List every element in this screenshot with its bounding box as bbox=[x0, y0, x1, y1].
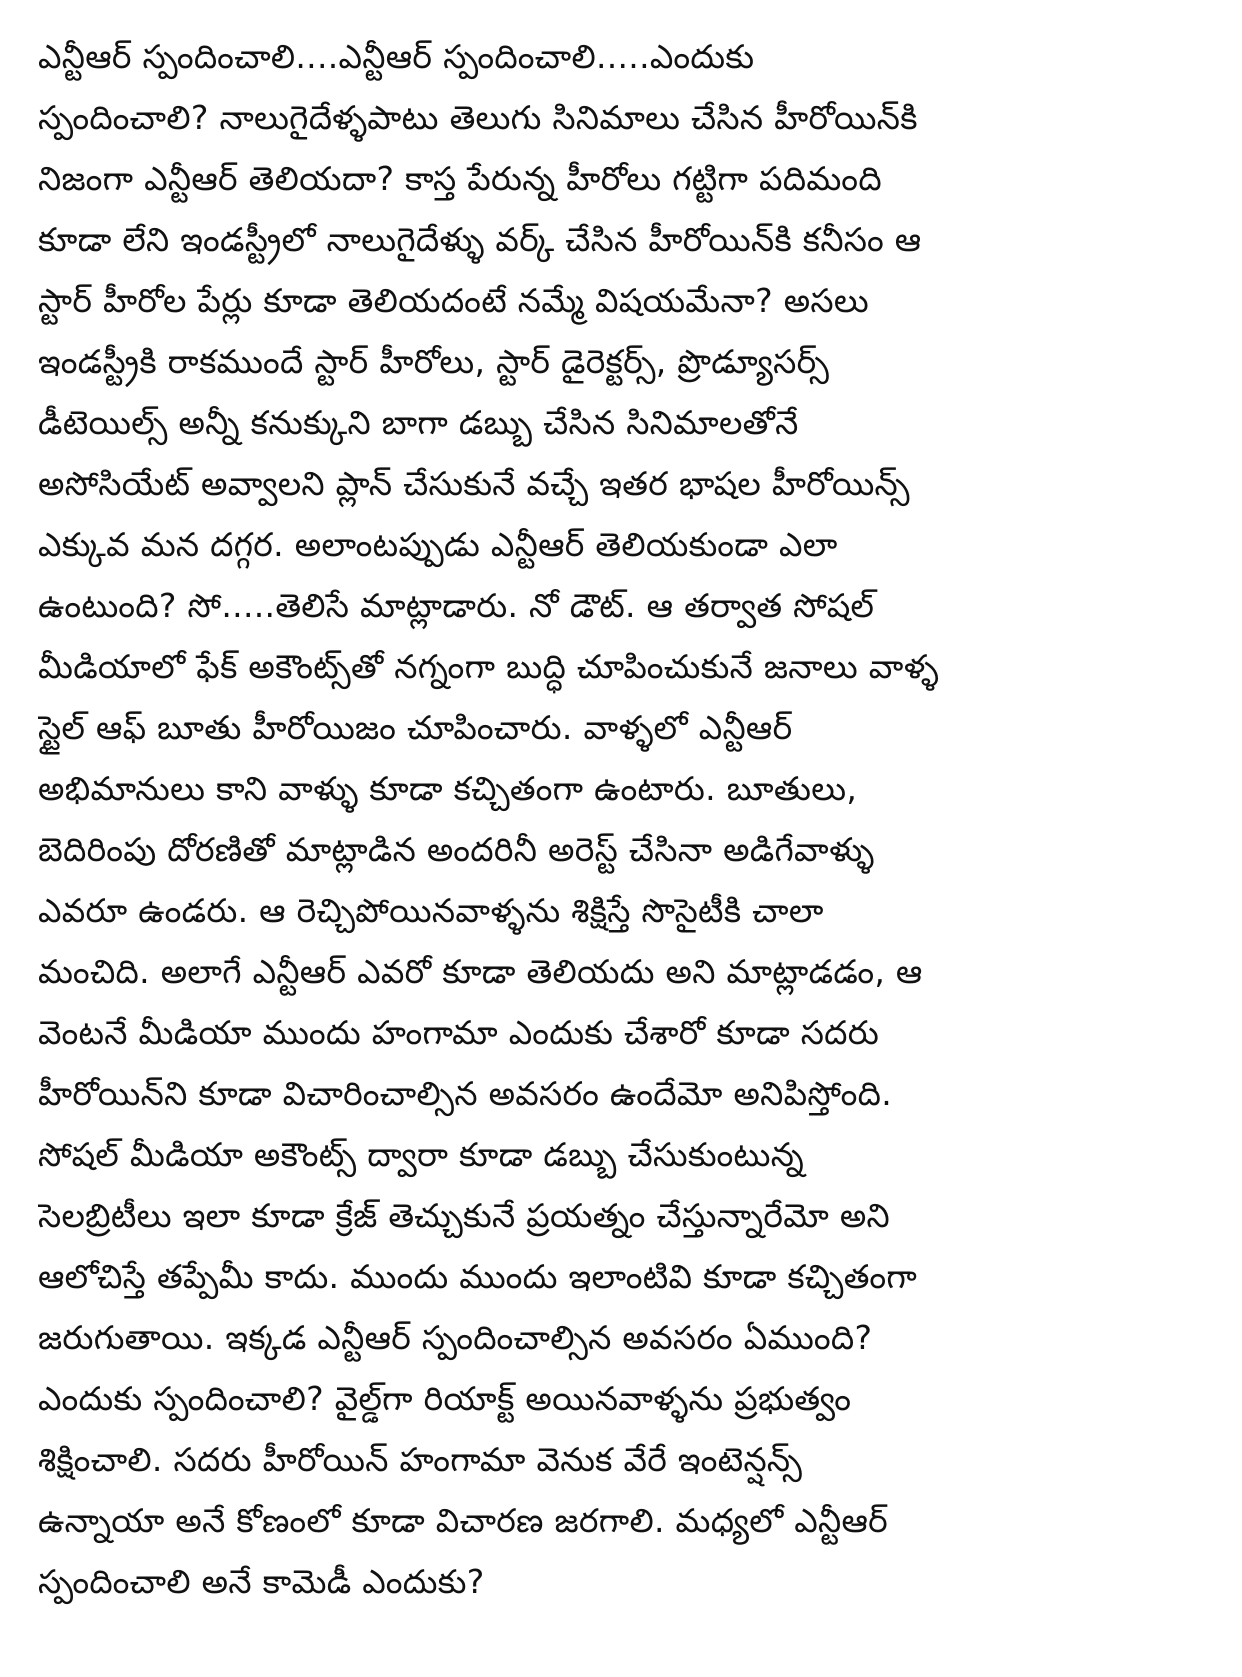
text-line-1: ఎన్టీఆర్ స్పందించాలి....ఎన్టీఆర్ స్పందించాలి.....ఎందుకు bbox=[38, 37, 755, 76]
text-line-8: అసోసియేట్ అవ్వాలని ప్లాన్ చేసుకునే వచ్చే ఇతర భాషల హీరోయిన్స్ bbox=[38, 464, 910, 503]
text-line-26: స్పందించాలి అనే కామెడీ ఎందుకు? bbox=[38, 1562, 485, 1601]
text-line-2: స్పందించాలి? నాలుగైదేళ్ళపాటు తెలుగు సినిమాలు చేసిన హీరోయిన్‌కి bbox=[38, 98, 918, 137]
article-text bbox=[38, 26, 1213, 1666]
text-line-11: మీడియాలో ఫేక్ అకౌంట్స్‌తో నగ్నంగా బుద్ధి చూపించుకునే జనాలు వాళ్ళ bbox=[38, 647, 939, 686]
text-line-4: కూడా లేని ఇండస్ట్రీలో నాలుగైదేళ్ళు వర్క్ చేసిన హీరోయిన్‌కి కనీసం ఆ bbox=[38, 220, 922, 259]
text-line-15: ఎవరూ ఉండరు. ఆ రెచ్చిపోయినవాళ్ళను శిక్షిస్తే సొసైటీకి చాలా bbox=[38, 891, 824, 930]
text-line-25: ఉన్నాయా అనే కోణంలో కూడా విచారణ జరగాలి. మధ్యలో ఎన్టీఆర్ bbox=[38, 1501, 889, 1540]
text-line-9: ఎక్కువ మన దగ్గర. అలాంటప్పుడు ఎన్టీఆర్ తెలియకుండా ఎలా bbox=[38, 525, 838, 564]
text-line-24: శిక్షించాలి. సదరు హీరోయిన్ హంగామా వెనుక వేరే ఇంటెన్షన్స్ bbox=[38, 1440, 803, 1479]
text-line-16: మంచిది. అలాగే ఎన్టీఆర్ ఎవరో కూడా తెలియదు అని మాట్లాడడం, ఆ bbox=[38, 952, 923, 991]
text-line-17: వెంటనే మీడియా ముందు హంగామా ఎందుకు చేశారో కూడా సదరు bbox=[38, 1013, 880, 1052]
text-line-18: హీరోయిన్‌ని కూడా విచారించాల్సిన అవసరం ఉందేమో అనిపిస్తోంది. bbox=[38, 1074, 893, 1113]
text-line-13: అభిమానులు కాని వాళ్ళు కూడా కచ్చితంగా ఉంటారు. బూతులు, bbox=[38, 769, 858, 808]
text-line-19: సోషల్ మీడియా అకౌంట్స్ ద్వారా కూడా డబ్బు చేసుకుంటున్న bbox=[38, 1135, 804, 1174]
text-line-10: ఉంటుంది? సో.....తెలిసే మాట్లాడారు. నో డౌట్. ఆ తర్వాత సోషల్ bbox=[38, 586, 875, 625]
text-line-5: స్టార్ హీరోల పేర్లు కూడా తెలియదంటే నమ్మే విషయమేనా? అసలు bbox=[38, 281, 869, 320]
text-line-12: స్టైల్ ఆఫ్ బూతు హీరోయిజం చూపించారు. వాళ్ళలో ఎన్టీఆర్ bbox=[38, 708, 793, 747]
text-line-21: ఆలోచిస్తే తప్పేమీ కాదు. ముందు ముందు ఇలాంటివి కూడా కచ్చితంగా bbox=[38, 1257, 918, 1296]
text-line-20: సెలబ్రిటీలు ఇలా కూడా క్రేజ్ తెచ్చుకునే ప్రయత్నం చేస్తున్నారేమో అని bbox=[38, 1196, 891, 1235]
text-line-6: ఇండస్ట్రీకి రాకముందే స్టార్ హీరోలు, స్టార్ డైరెక్టర్స్, ప్రొడ్యూసర్స్ bbox=[38, 342, 830, 381]
text-line-3: నిజంగా ఎన్టీఆర్ తెలియదా? కాస్త పేరున్న హీరోలు గట్టిగా పదిమంది bbox=[38, 159, 882, 198]
text-line-14: బెదిరింపు దోరణితో మాట్లాడిన అందరినీ అరెస్ట్ చేసినా అడిగేవాళ్ళు bbox=[38, 830, 875, 869]
text-line-7: డీటెయిల్స్ అన్నీ కనుక్కుని బాగా డబ్బు చేసిన సినిమాలతోనే bbox=[38, 403, 799, 442]
text-line-22: జరుగుతాయి. ఇక్కడ ఎన్టీఆర్ స్పందించాల్సిన అవసరం ఏముంది? bbox=[38, 1318, 873, 1357]
text-line-23: ఎందుకు స్పందించాలి? వైల్డ్‌గా రియాక్ట్ అయినవాళ్ళను ప్రభుత్వం bbox=[38, 1379, 852, 1418]
